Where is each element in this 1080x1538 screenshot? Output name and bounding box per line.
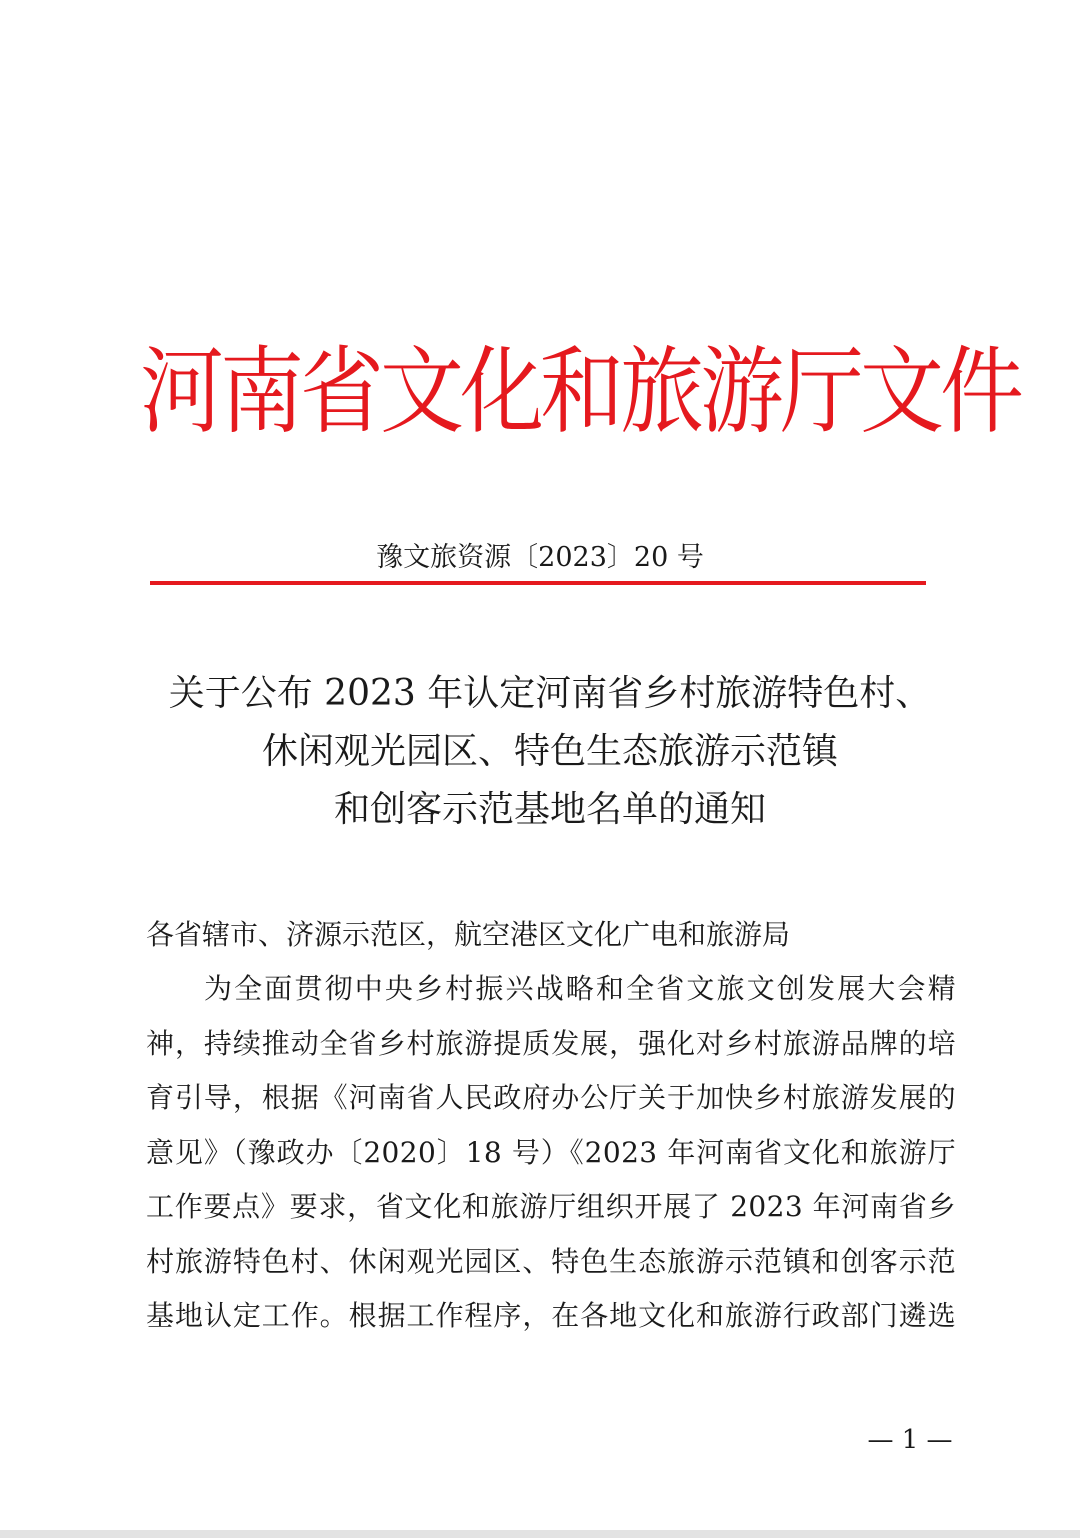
- body-line: 村旅游特色村、休闲观光园区、特色生态旅游示范镇和创客示范: [146, 1244, 956, 1278]
- page-bottom-edge: [0, 1530, 1080, 1538]
- body-line: 基地认定工作。根据工作程序，在各地文化和旅游行政部门遴选: [146, 1299, 956, 1332]
- title-line: 休闲观光园区、特色生态旅游示范镇: [261, 731, 838, 772]
- document-number: 豫文旅资源〔2023〕20 号: [376, 542, 704, 573]
- title-line: 关于公布 2023 年认定河南省乡村旅游特色村、: [168, 673, 932, 714]
- body-line: 育引导，根据《河南省人民政府办公厅关于加快乡村旅游发展的: [146, 1081, 956, 1114]
- page-number: — 1 —: [867, 1425, 953, 1455]
- body-line: 神，持续推动全省乡村旅游提质发展，强化对乡村旅游品牌的培: [146, 1026, 956, 1060]
- body-line: 工作要点》要求，省文化和旅游厅组织开展了 2023 年河南省乡: [146, 1190, 956, 1223]
- body-line: 意见》（豫政办〔2020〕18 号）《2023 年河南省文化和旅游厅: [146, 1135, 956, 1169]
- body-line: 为全面贯彻中央乡村振兴战略和全省文旅文创发展大会精: [204, 972, 956, 1005]
- issuer-masthead: 河南省文化和旅游厅文件: [140, 336, 1021, 447]
- addressee-line: 各省辖市、济源示范区，航空港区文化广电和旅游局: [146, 918, 791, 951]
- document-title: [130, 665, 970, 839]
- red-separator-line: [150, 581, 926, 585]
- title-line: 和创客示范基地名单的通知: [333, 789, 766, 830]
- body-paragraph: [146, 966, 956, 1348]
